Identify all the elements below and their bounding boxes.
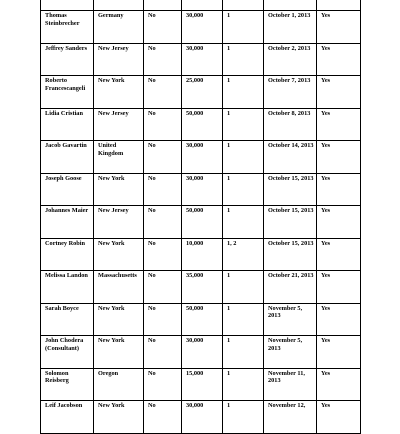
table-row xyxy=(41,173,361,206)
cell-location: Germany xyxy=(94,11,144,44)
cell-flag: No xyxy=(144,141,182,174)
cell-name: Johannes Maier xyxy=(41,206,94,239)
cell-status: Yes xyxy=(317,173,361,206)
cell-name: Leif Jacobson xyxy=(41,401,94,434)
cell-name: Thomas Steinbrecher xyxy=(41,11,94,44)
cell-amount: 15,000 xyxy=(182,368,223,401)
cell-amount: 50,000 xyxy=(182,303,223,336)
cell-location: New York xyxy=(94,401,144,434)
cell-status: Yes xyxy=(317,401,361,434)
table-row xyxy=(41,76,361,109)
table-row xyxy=(41,401,361,434)
table-row xyxy=(41,238,361,271)
cell-status xyxy=(317,0,361,11)
cell-name: Joseph Goose xyxy=(41,173,94,206)
cell-amount: 25,000 xyxy=(182,76,223,109)
cell-class: 1 xyxy=(223,271,264,304)
cell-flag: No xyxy=(144,173,182,206)
cell-amount: 30,000 xyxy=(182,11,223,44)
table-body xyxy=(41,0,361,433)
cell-class: 1 xyxy=(223,206,264,239)
cell-amount: 30,000 xyxy=(182,401,223,434)
cell-class: 1 xyxy=(223,43,264,76)
cell-flag: No xyxy=(144,43,182,76)
table-row xyxy=(41,336,361,369)
cell-status: Yes xyxy=(317,206,361,239)
cell-name: John Chodera (Consultant) xyxy=(41,336,94,369)
cell-class: 1 xyxy=(223,303,264,336)
cell-class: 1 xyxy=(223,368,264,401)
cell-location: New York xyxy=(94,336,144,369)
cell-date: October 14, 2013 xyxy=(264,141,317,174)
cell-amount: 30,000 xyxy=(182,43,223,76)
cell-location: New York xyxy=(94,303,144,336)
cell-amount xyxy=(182,0,223,11)
cell-flag: No xyxy=(144,401,182,434)
cell-status: Yes xyxy=(317,141,361,174)
cell-location: Massachusetts xyxy=(94,271,144,304)
cell-class: 1 xyxy=(223,173,264,206)
cell-name: Lidia Cristian xyxy=(41,108,94,141)
cell-status: Yes xyxy=(317,11,361,44)
cell-date: November 12, xyxy=(264,401,317,434)
cell-status: Yes xyxy=(317,303,361,336)
cell-amount: 10,000 xyxy=(182,238,223,271)
cell-date: October 8, 2013 xyxy=(264,108,317,141)
cell-flag: No xyxy=(144,238,182,271)
cell-date: October 7, 2013 xyxy=(264,76,317,109)
cell-flag: No xyxy=(144,368,182,401)
cell-name xyxy=(41,0,94,11)
table-row xyxy=(41,368,361,401)
cell-class: 1 xyxy=(223,108,264,141)
table-row xyxy=(41,271,361,304)
cell-status: Yes xyxy=(317,76,361,109)
cell-name: Solomon Reisberg xyxy=(41,368,94,401)
cell-status: Yes xyxy=(317,238,361,271)
table-row xyxy=(41,108,361,141)
cell-status: Yes xyxy=(317,43,361,76)
table-row xyxy=(41,43,361,76)
cell-status: Yes xyxy=(317,336,361,369)
cell-amount: 30,000 xyxy=(182,141,223,174)
table-row xyxy=(41,303,361,336)
cell-name: Cortney Robin xyxy=(41,238,94,271)
cell-flag xyxy=(144,0,182,11)
table-row xyxy=(41,11,361,44)
cell-location: New Jersey xyxy=(94,206,144,239)
table-row xyxy=(41,141,361,174)
cell-date: November 5, 2013 xyxy=(264,303,317,336)
cell-date: October 1, 2013 xyxy=(264,11,317,44)
cell-class: 1, 2 xyxy=(223,238,264,271)
cell-status: Yes xyxy=(317,368,361,401)
cell-class: 1 xyxy=(223,11,264,44)
cell-amount: 30,000 xyxy=(182,173,223,206)
cell-location: New York xyxy=(94,76,144,109)
cell-class: 1 xyxy=(223,141,264,174)
cell-amount: 50,000 xyxy=(182,206,223,239)
cell-name: Melissa Landon xyxy=(41,271,94,304)
cell-location: New York xyxy=(94,173,144,206)
cell-status: Yes xyxy=(317,108,361,141)
cell-date: November 5, 2013 xyxy=(264,336,317,369)
cell-location xyxy=(94,0,144,11)
cell-amount: 35,000 xyxy=(182,271,223,304)
cell-date xyxy=(264,0,317,11)
cell-location: New York xyxy=(94,238,144,271)
cell-location: United Kingdom xyxy=(94,141,144,174)
cell-name: Jacob Gavartin xyxy=(41,141,94,174)
cell-flag: No xyxy=(144,76,182,109)
cell-date: October 15, 2013 xyxy=(264,173,317,206)
cell-date: November 11, 2013 xyxy=(264,368,317,401)
cell-date: October 21, 2013 xyxy=(264,271,317,304)
cell-date: October 15, 2013 xyxy=(264,238,317,271)
cell-class: 1 xyxy=(223,76,264,109)
cell-location: New Jersey xyxy=(94,43,144,76)
cell-name: Roberto Francescangeli xyxy=(41,76,94,109)
cell-date: October 15, 2013 xyxy=(264,206,317,239)
cell-status: Yes xyxy=(317,271,361,304)
cell-class xyxy=(223,0,264,11)
cell-location: Oregon xyxy=(94,368,144,401)
cell-location: New Jersey xyxy=(94,108,144,141)
cell-amount: 50,000 xyxy=(182,108,223,141)
cell-flag: No xyxy=(144,206,182,239)
cell-date: October 2, 2013 xyxy=(264,43,317,76)
cell-class: 1 xyxy=(223,401,264,434)
cell-class: 1 xyxy=(223,336,264,369)
cell-flag: No xyxy=(144,336,182,369)
cell-flag: No xyxy=(144,108,182,141)
table-row xyxy=(41,206,361,239)
cell-flag: No xyxy=(144,271,182,304)
cell-flag: No xyxy=(144,303,182,336)
table-row-partial xyxy=(41,0,361,11)
cell-amount: 30,000 xyxy=(182,336,223,369)
cell-flag: No xyxy=(144,11,182,44)
cell-name: Sarah Boyce xyxy=(41,303,94,336)
subscriber-table xyxy=(40,0,361,434)
cell-name: Jeffrey Sanders xyxy=(41,43,94,76)
